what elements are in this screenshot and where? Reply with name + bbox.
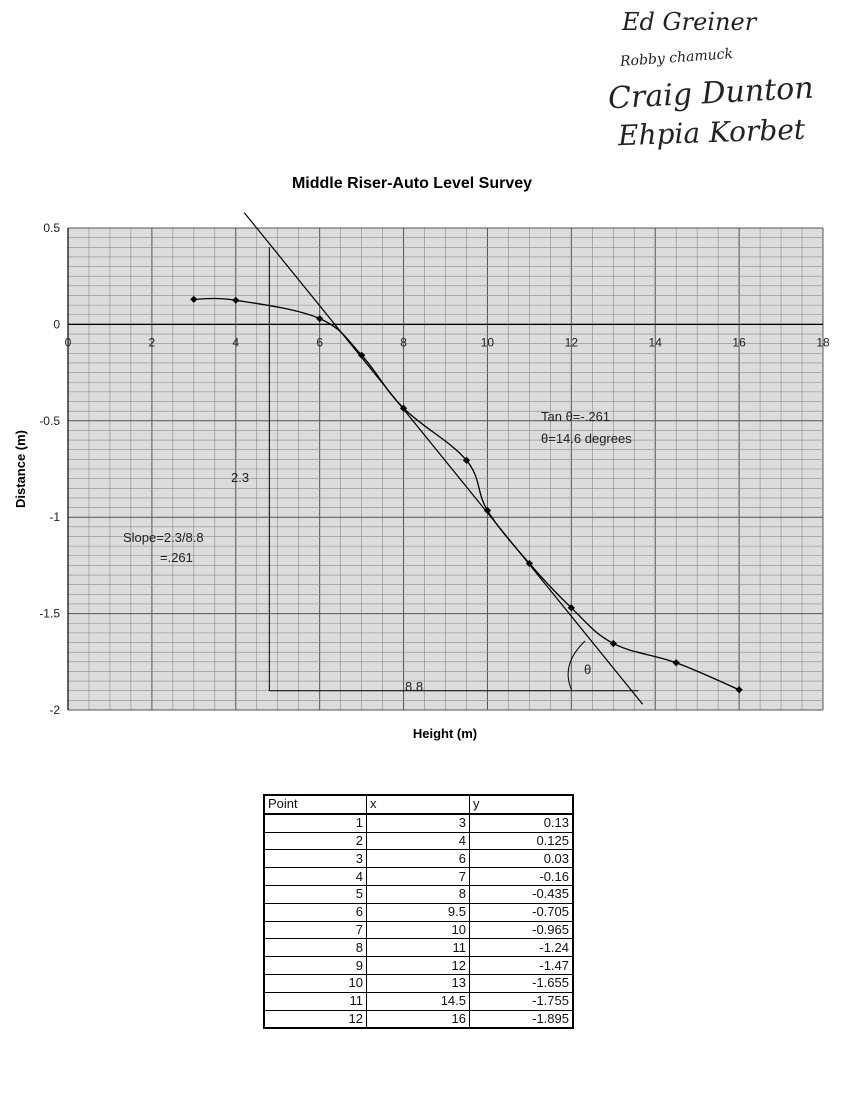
table-row [264, 850, 573, 868]
signature-ehpia: Ehpia Korbet [617, 112, 806, 153]
table-row [264, 921, 573, 939]
x-tick-label: 12 [564, 335, 579, 350]
y-axis-title: Distance (m) [13, 429, 28, 509]
signature-ed-greiner: Ed Greiner [622, 8, 757, 36]
signature-robby: Robby chamuck [619, 46, 734, 70]
table-cell-point: 12 [264, 1010, 367, 1028]
table-cell-x: 11 [367, 939, 470, 957]
slope-annotation: Slope=2.3/8.8 [123, 530, 204, 545]
table-row [264, 868, 573, 886]
table-cell-y: -0.16 [470, 868, 574, 886]
y-tick-label: 0 [53, 317, 60, 332]
table-row [264, 814, 573, 832]
table-cell-x: 4 [367, 832, 470, 850]
table-header-x: x [367, 795, 470, 814]
table-row [264, 1010, 573, 1028]
table-cell-y: -1.47 [470, 957, 574, 975]
table-cell-y: -1.24 [470, 939, 574, 957]
table-cell-point: 8 [264, 939, 367, 957]
table-row [264, 957, 573, 975]
table-row [264, 974, 573, 992]
table-cell-y: -1.895 [470, 1010, 574, 1028]
table-row [264, 939, 573, 957]
table-cell-point: 11 [264, 992, 367, 1010]
table-cell-x: 9.5 [367, 903, 470, 921]
table-cell-point: 4 [264, 868, 367, 886]
slope-annotation-value: =.261 [160, 550, 193, 565]
table-cell-x: 7 [367, 868, 470, 886]
table-cell-y: -0.435 [470, 885, 574, 903]
table-cell-y: 0.13 [470, 814, 574, 832]
table-cell-point: 9 [264, 957, 367, 975]
table-cell-y: -1.755 [470, 992, 574, 1010]
chart-title: Middle Riser-Auto Level Survey [291, 175, 533, 192]
y-tick-label: -2 [49, 703, 60, 717]
x-tick-label: 2 [148, 335, 156, 350]
x-tick-label: 18 [816, 335, 830, 350]
x-axis-title: Height (m) [412, 726, 478, 741]
y-tick-label: -0.5 [39, 413, 60, 428]
table-cell-y: 0.03 [470, 850, 574, 868]
signature-craig: Craig Dunton [607, 70, 815, 117]
table-cell-x: 12 [367, 957, 470, 975]
table-cell-point: 10 [264, 974, 367, 992]
x-tick-label: 8 [400, 335, 407, 350]
table-cell-point: 5 [264, 885, 367, 903]
table-cell-y: -0.965 [470, 921, 574, 939]
vertical-leg-label: 2.3 [231, 470, 250, 485]
table-cell-x: 3 [367, 814, 470, 832]
y-tick-label: -1.5 [39, 606, 60, 621]
x-tick-label: 16 [732, 335, 746, 350]
x-tick-label: 14 [648, 335, 662, 350]
table-cell-point: 1 [264, 814, 367, 832]
table-header-y: y [470, 795, 574, 814]
table-header-point: Point [264, 795, 367, 814]
y-tick-label: -1 [49, 510, 60, 525]
table-cell-x: 16 [367, 1010, 470, 1028]
data-table [263, 794, 574, 1029]
table-cell-x: 6 [367, 850, 470, 868]
table-row [264, 903, 573, 921]
table-cell-x: 10 [367, 921, 470, 939]
angle-label: θ [584, 662, 592, 677]
x-tick-label: 4 [232, 335, 240, 350]
table-body [264, 814, 573, 1029]
table-row [264, 885, 573, 903]
table-cell-x: 8 [367, 885, 470, 903]
table-cell-point: 3 [264, 850, 367, 868]
table-cell-x: 14.5 [367, 992, 470, 1010]
table-row [264, 992, 573, 1010]
tan-annotation: Tan θ=-.261 [541, 409, 611, 424]
table-row [264, 832, 573, 850]
chart [0, 160, 850, 760]
table-cell-point: 6 [264, 903, 367, 921]
x-tick-label: 6 [316, 335, 324, 350]
table-cell-x: 13 [367, 974, 470, 992]
table-cell-point: 2 [264, 832, 367, 850]
table-header-row [264, 795, 573, 814]
horizontal-leg-label: 8.8 [405, 679, 424, 694]
theta-annotation: θ=14.6 degrees [541, 431, 632, 446]
table-cell-y: -0.705 [470, 903, 574, 921]
x-tick-label: 0 [64, 335, 72, 350]
x-tick-label: 10 [480, 335, 495, 350]
table-cell-y: 0.125 [470, 832, 574, 850]
table-cell-point: 7 [264, 921, 367, 939]
y-tick-label: 0.5 [43, 221, 60, 235]
table-cell-y: -1.655 [470, 974, 574, 992]
